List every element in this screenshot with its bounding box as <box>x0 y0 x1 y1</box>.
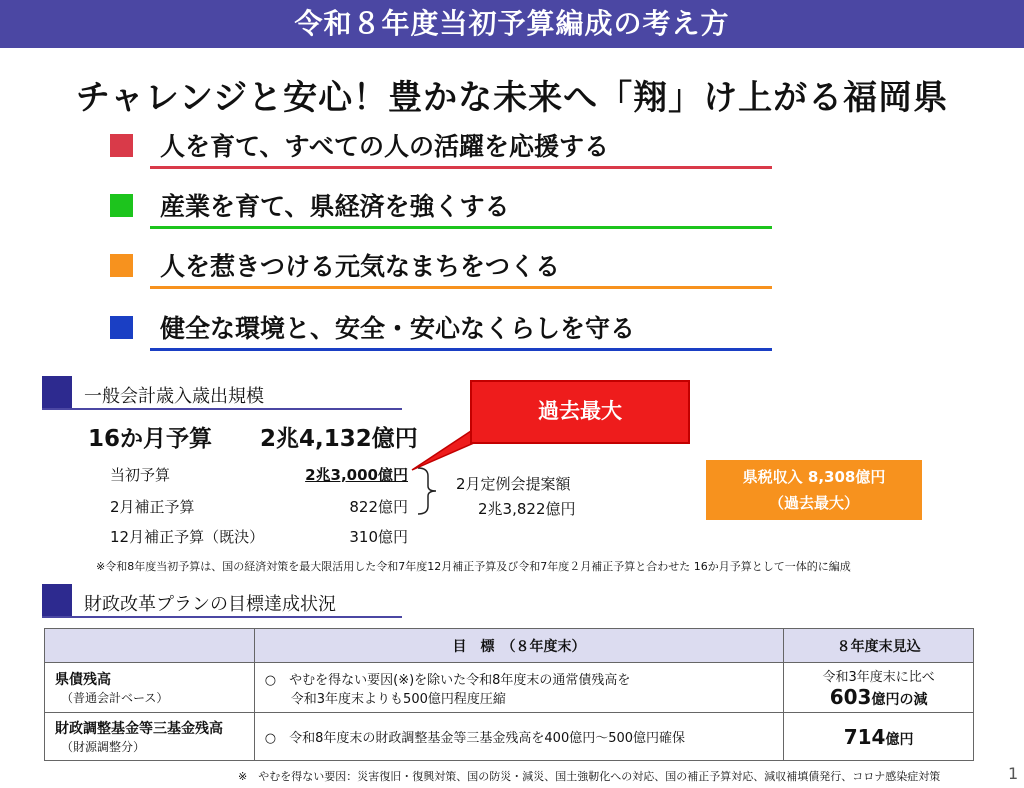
tax-revenue-box <box>706 460 922 520</box>
red-square-marker <box>110 134 133 157</box>
february-proposal-note <box>456 472 576 522</box>
table-header-goal: 目 標 （８年度末） <box>254 629 783 663</box>
pillar-item <box>110 124 772 172</box>
row-name: 県債残高 <box>55 672 111 688</box>
goal-line: ○ 令和8年度末の財政調整基金等三基金残高を400億円～500億円確保 <box>264 731 686 746</box>
pillar-underline <box>150 286 772 289</box>
row-result-cell <box>784 663 974 713</box>
pillar-text: 健全な環境と、安全・安心なくらしを守る <box>160 314 636 343</box>
budget-row-label: 当初予算 <box>110 466 171 484</box>
budget-row-value: 2兆3,000億円 <box>305 466 408 484</box>
pillar-text: 人を育て、すべての人の活躍を応援する <box>160 132 610 161</box>
green-square-marker <box>110 194 133 217</box>
table-row <box>45 663 974 713</box>
tax-revenue-line2: （過去最大） <box>768 494 859 512</box>
pillar-underline <box>150 348 772 351</box>
reform-footnote: ※ やむを得ない要因：災害復旧・復興対策、国の防災・減災、国土強靭化への対応、国の補正予算対応、減収補填債発行、コロナ感染症対策 <box>238 770 941 783</box>
budget-row-label: 2月補正予算 <box>110 498 195 516</box>
row-name-cell <box>45 713 255 761</box>
reform-section-heading <box>42 584 402 618</box>
pillar-item <box>110 306 772 354</box>
pillar-underline <box>150 166 772 169</box>
table-row <box>45 713 974 761</box>
total-budget-line <box>88 420 418 453</box>
table-header-blank <box>45 629 255 663</box>
result-number: 603 <box>829 685 872 709</box>
total-label: 16か月予算 <box>88 426 213 452</box>
budget-section-heading <box>42 376 402 410</box>
row-name: 財政調整基金等三基金残高 <box>55 721 223 737</box>
orange-square-marker <box>110 254 133 277</box>
row-sub: （普通会計ベース） <box>61 691 169 705</box>
brace-note-line1: 2月定例会提案額 <box>456 475 571 493</box>
budget-footnote: ※令和8年度当初予算は、国の経済対策を最大限活用した令和7年度12月補正予算及び令和7年度２月補正予算と合わせた 16か月予算として一体的に編成 <box>96 560 851 573</box>
pillar-text: 産業を育て、県経済を強くする <box>160 192 510 221</box>
headline: チャレンジと安心！豊かな未来へ「翔」け上がる福岡県 <box>75 78 949 118</box>
result-number: 714 <box>843 724 886 749</box>
row-sub: （財源調整分） <box>61 740 146 754</box>
result-line: 令和3年度末に比べ <box>822 670 935 685</box>
brace-note-line2: 2兆3,822億円 <box>478 500 576 518</box>
pillar-text: 人を惹きつける元気なまちをつくる <box>160 252 561 281</box>
section-marker <box>42 584 72 616</box>
budget-row-label: 12月補正予算（既決） <box>110 528 265 546</box>
table-header-result: ８年度末見込 <box>784 629 974 663</box>
page-number: 1 <box>1008 764 1019 783</box>
pillar-item <box>110 244 772 292</box>
reform-goals-table <box>44 628 974 761</box>
row-name-cell <box>45 663 255 713</box>
section-label: 一般会計歳入歳出規模 <box>84 386 264 407</box>
section-label: 財政改革プランの目標達成状況 <box>84 594 336 615</box>
goal-line: ○ やむを得ない要因(※)を除いた令和8年度末の通常債残高を <box>264 672 631 688</box>
result-unit: 億円の減 <box>871 692 928 708</box>
total-amount: 2兆4,132億円 <box>260 426 418 452</box>
blue-square-marker <box>110 316 133 339</box>
row-result-cell <box>784 713 974 761</box>
budget-row-value: 822億円 <box>349 498 408 516</box>
result-unit: 億円 <box>885 731 914 748</box>
goal-line: 令和3年度末よりも500億円程度圧縮 <box>290 691 506 707</box>
pillar-item <box>110 184 772 232</box>
row-goal-cell <box>254 713 783 761</box>
tax-revenue-line1: 県税収入 8,308億円 <box>742 468 886 486</box>
section-marker <box>42 376 72 408</box>
record-high-callout: 過去最大 <box>470 380 690 444</box>
pillar-underline <box>150 226 772 229</box>
row-goal-cell <box>254 663 783 713</box>
slide-title: 令和８年度当初予算編成の考え方 <box>0 0 1024 48</box>
budget-row-value: 310億円 <box>349 528 408 546</box>
